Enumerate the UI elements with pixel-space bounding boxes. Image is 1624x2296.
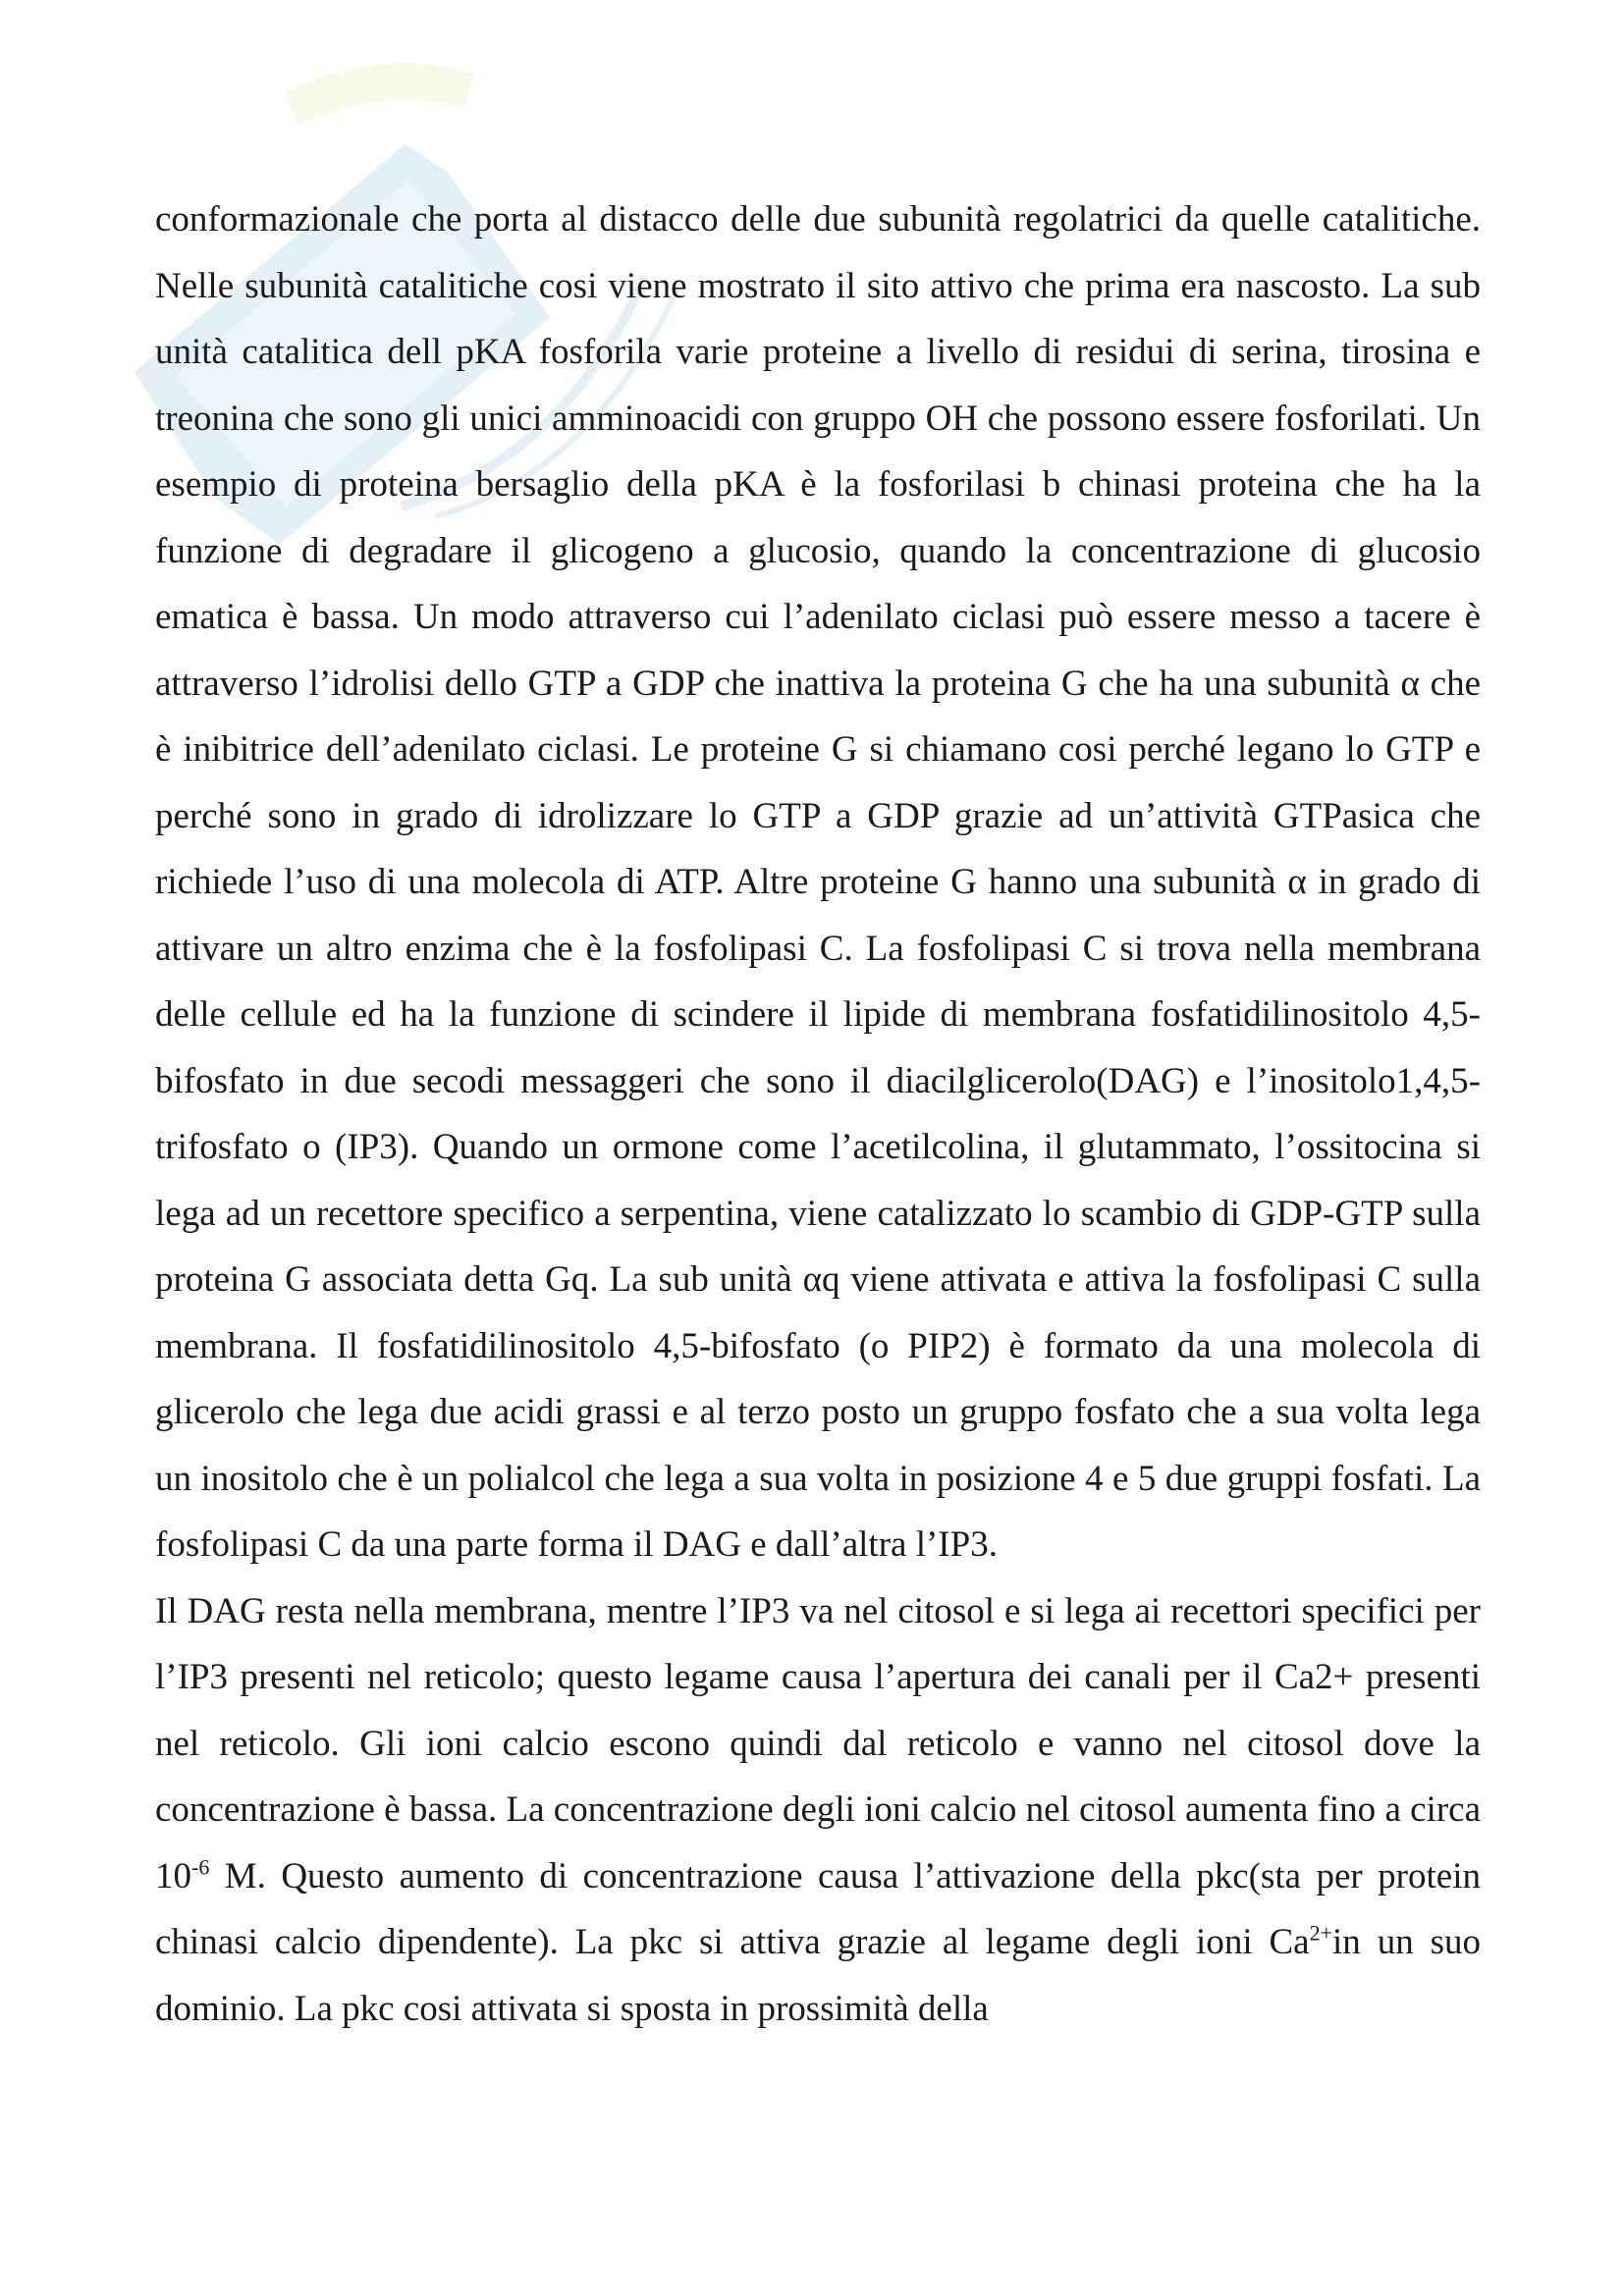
paragraph-2 bbox=[155, 1578, 1481, 2043]
page-body bbox=[155, 187, 1481, 2042]
paragraph-2-text-c: in un suo dominio. La pkc cosi attivata si sposta in prossimità della bbox=[155, 1922, 1481, 2029]
paragraph-1 bbox=[155, 187, 1481, 1578]
paragraph-2-text-a: Il DAG resta nella membrana, mentre l’IP3 va nel citosol e si lega ai recettori specifici per l’IP3 presenti nel reticolo; questo legame causa l’apertura dei canali per il Ca2+ presenti nel reticolo. Gli ioni calcio escono quindi dal reticolo e vanno nel citosol dove la concentrazione è bassa. La concentrazione degli ioni calcio nel citosol aumenta fino a circa 10 bbox=[155, 1590, 1481, 1896]
paragraph-2-text-b: M. Questo aumento di concentrazione causa l’attivazione della pkc(sta per protein chinasi calcio dipendente). La pkc si attiva grazie al legame degli ioni Ca bbox=[155, 1855, 1481, 1962]
paragraph-1-text: conformazionale che porta al distacco delle due subunità regolatrici da quelle catalitiche. Nelle subunità catalitiche cosi viene mostrato il sito attivo che prima era nascosto. La sub unità catalitica dell pKA fosforila varie proteine a livello di residui di serina, tirosina e treonina che sono gli unici amminoacidi con gruppo OH che possono essere fosforilati. Un esempio di proteina bersaglio della pKA è la fosforilasi b chinasi proteina che ha la funzione di degradare il glicogeno a glucosio, quando la concentrazione di glucosio ematica è bassa. Un modo attraverso cui l’adenilato ciclasi può essere messo a tacere è attraverso l’idrolisi dello GTP a GDP che inattiva la proteina G che ha una subunità α che è inibitrice dell’adenilato ciclasi. Le proteine G si chiamano cosi perché legano lo GTP e perché sono in grado di idrolizzare lo GTP a GDP grazie ad un’attività GTPasica che richiede l’uso di una molecola di ATP. Altre proteine G hanno una subunità α in grado di attivare un altro enzima che è la fosfolipasi C. La fosfolipasi C si trova nella membrana delle cellule ed ha la funzione di scindere il lipide di membrana fosfatidilinositolo 4,5-bifosfato in due secodi messaggeri che sono il diacilglicerolo(DAG) e l’inositolo1,4,5-trifosfato o (IP3). Quando un ormone come l’acetilcolina, il glutammato, l’ossitocina si lega ad un recettore specifico a serpentina, viene catalizzato lo scambio di GDP-GTP sulla proteina G associata detta Gq. La sub unità αq viene attivata e attiva la fosfolipasi C sulla membrana. Il fosfatidilinositolo 4,5-bifosfato (o PIP2) è formato da una molecola di glicerolo che lega due acidi grassi e al terzo posto un gruppo fosfato che a sua volta lega un inositolo che è un polialcol che lega a sua volta in posizione 4 e 5 due gruppi fosfati. La fosfolipasi C da una parte forma il DAG e dall’altra l’IP3. bbox=[155, 199, 1481, 1565]
calcium-charge-superscript: 2+ bbox=[1309, 1920, 1333, 1946]
exponent-minus-six: -6 bbox=[191, 1854, 210, 1880]
